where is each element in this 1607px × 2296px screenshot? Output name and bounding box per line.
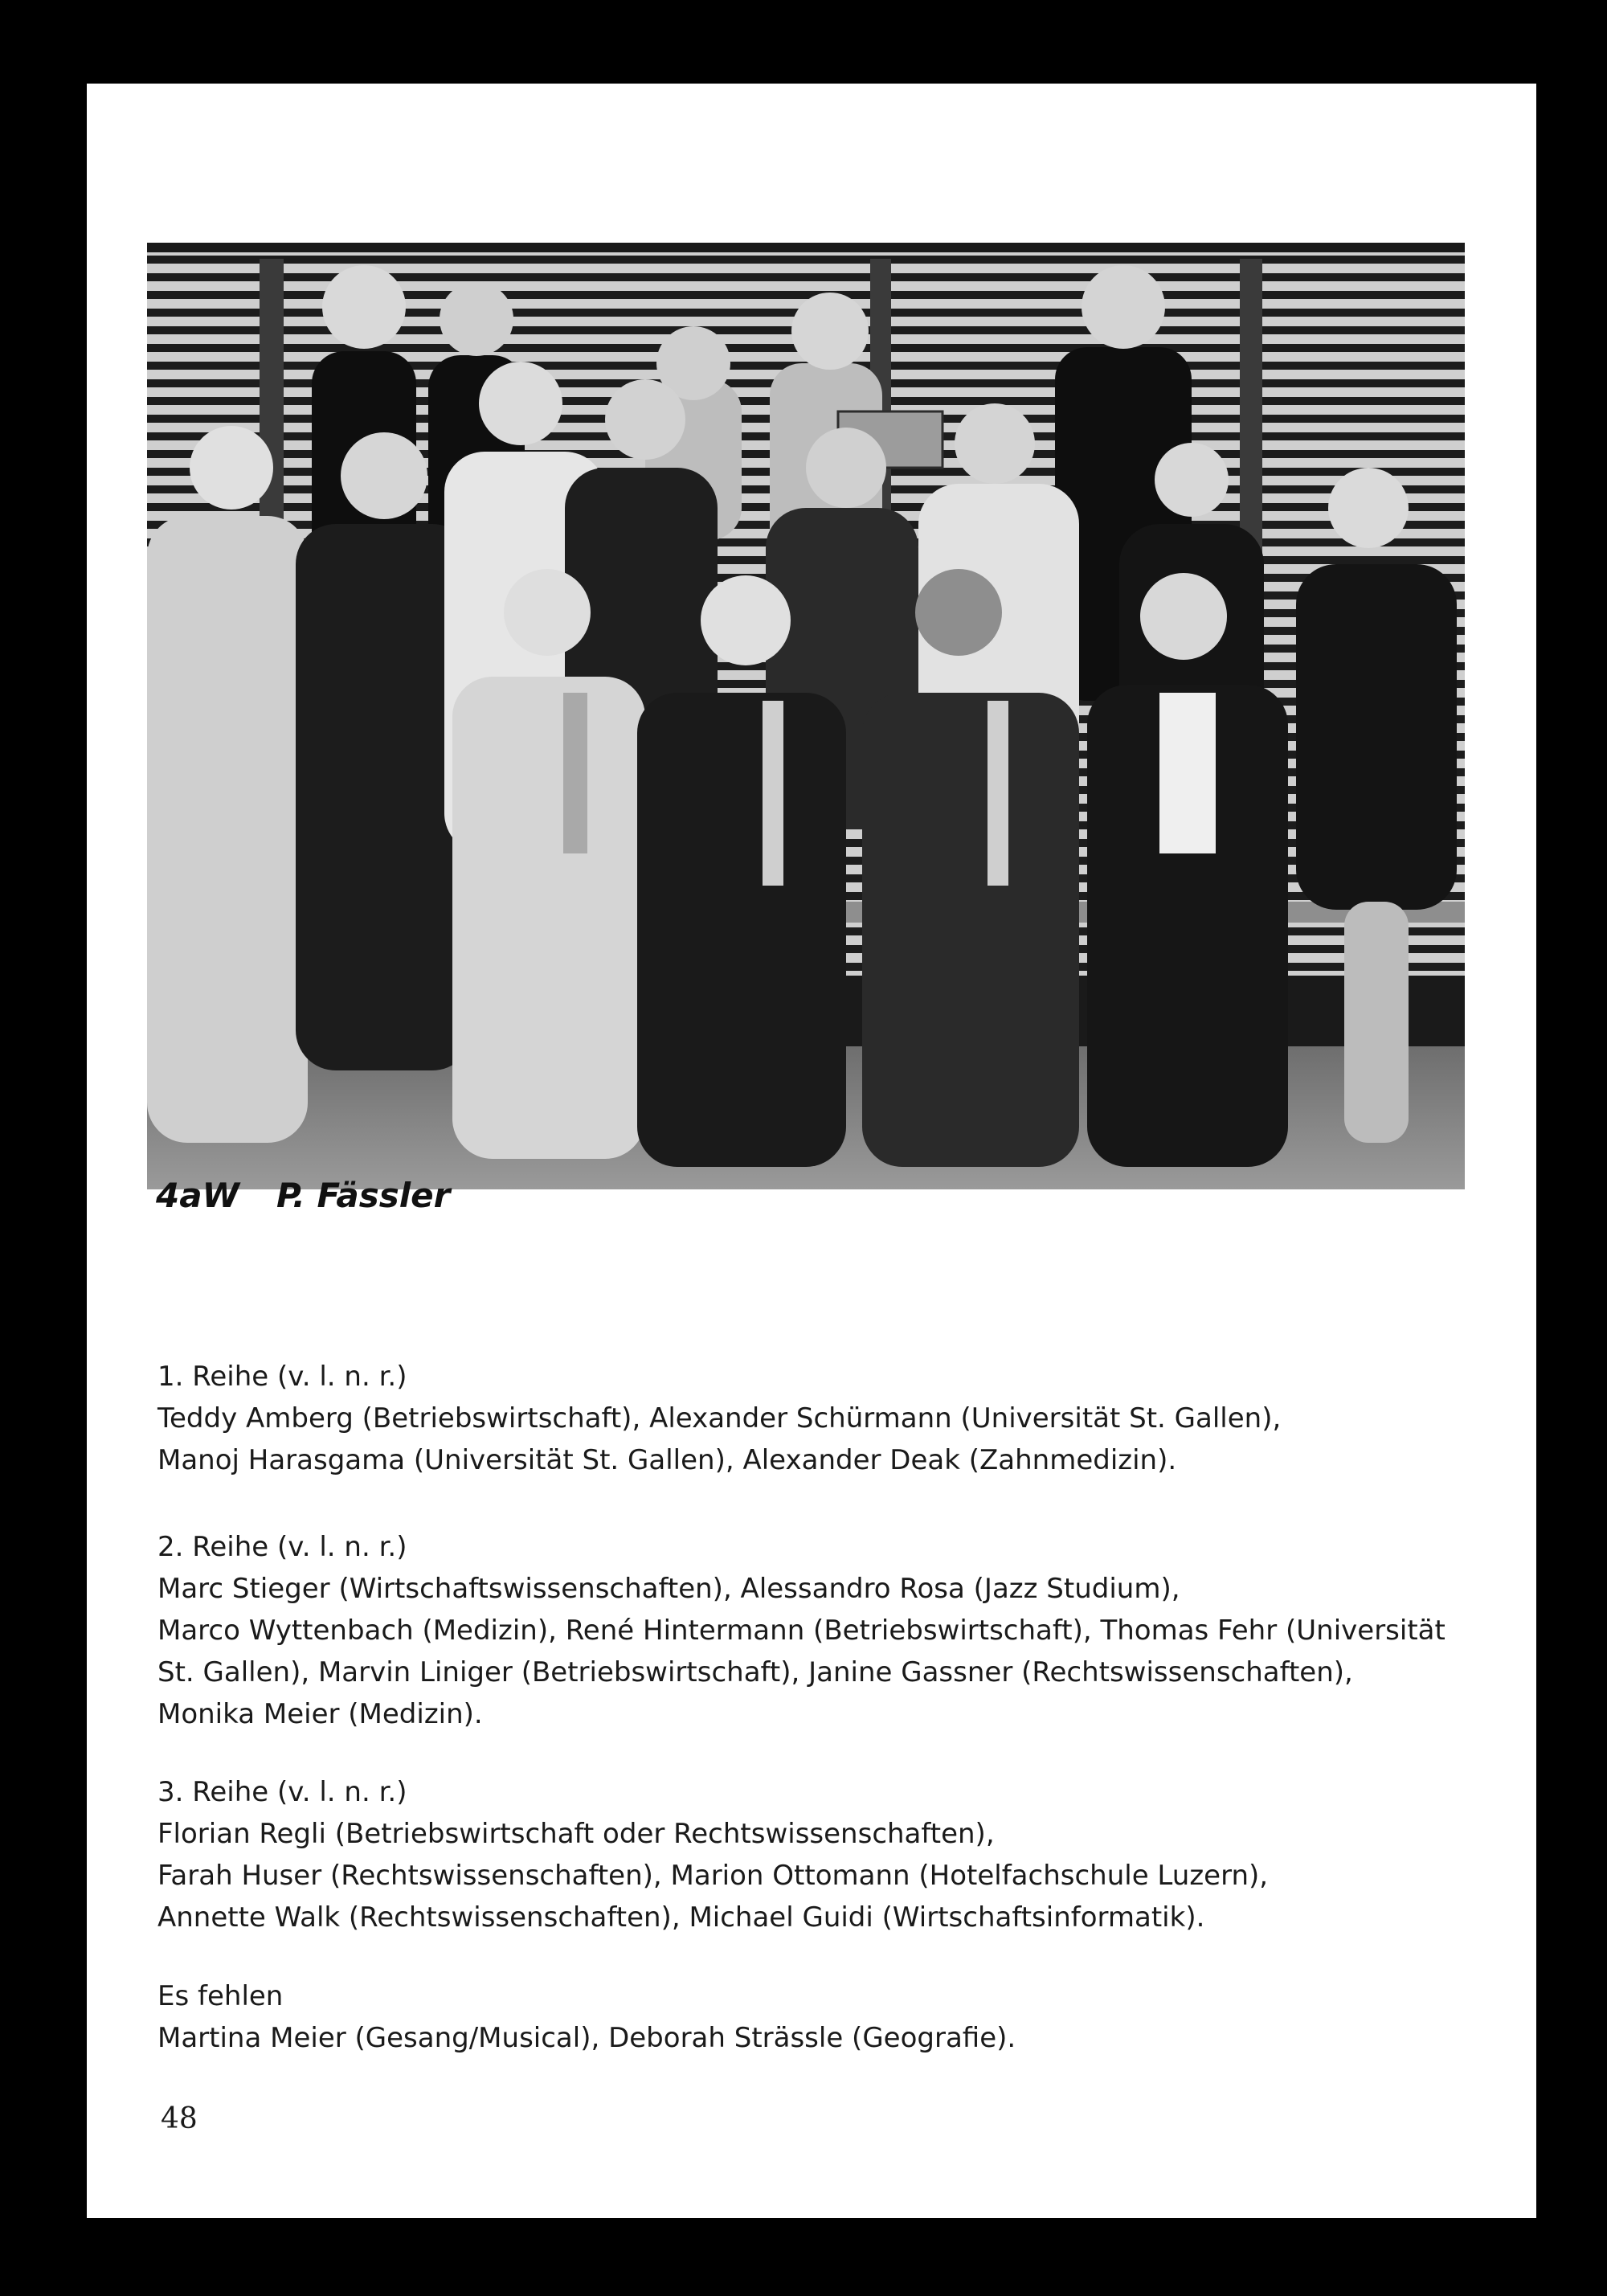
row-title: 1. Reihe (v. l. n. r.) bbox=[157, 1361, 407, 1393]
row-line: Florian Regli (Betriebswirtschaft oder Rechtswissenschaften), bbox=[157, 1818, 995, 1850]
absent-line: Martina Meier (Gesang/Musical), Deborah Strässle (Geografie). bbox=[157, 2022, 1016, 2054]
row-line: Annette Walk (Rechtswissenschaften), Michael Guidi (Wirtschaftsinformatik). bbox=[157, 1901, 1205, 1934]
teacher-name: P. Fässler bbox=[276, 1176, 451, 1215]
absent-caption bbox=[157, 1975, 1548, 2059]
row-line: Marco Wyttenbach (Medizin), René Hintermann (Betriebswirtschaft), Thomas Fehr (Universität bbox=[157, 1615, 1445, 1647]
row-line: St. Gallen), Marvin Liniger (Betriebswirtschaft), Janine Gassner (Rechtswissenschaften), bbox=[157, 1656, 1353, 1688]
class-code: 4aW bbox=[156, 1176, 239, 1215]
document-page bbox=[87, 84, 1536, 2218]
class-photo bbox=[147, 243, 1465, 1189]
row-line: Manoj Harasgama (Universität St. Gallen), Alexander Deak (Zahnmedizin). bbox=[157, 1444, 1177, 1476]
row-line: Farah Huser (Rechtswissenschaften), Marion Ottomann (Hotelfachschule Luzern), bbox=[157, 1860, 1269, 1892]
row-line: Marc Stieger (Wirtschaftswissenschaften), Alessandro Rosa (Jazz Studium), bbox=[157, 1573, 1180, 1605]
row-title: 3. Reihe (v. l. n. r.) bbox=[157, 1776, 407, 1808]
row-line: Teddy Amberg (Betriebswirtschaft), Alexander Schürmann (Universität St. Gallen), bbox=[157, 1402, 1282, 1434]
page-number: 48 bbox=[161, 2102, 198, 2135]
class-photo-image bbox=[147, 243, 1465, 1189]
row-3-caption bbox=[157, 1771, 1548, 1938]
absent-title: Es fehlen bbox=[157, 1980, 284, 2012]
class-heading bbox=[156, 1176, 450, 1224]
row-2-caption bbox=[157, 1526, 1548, 1735]
row-title: 2. Reihe (v. l. n. r.) bbox=[157, 1531, 407, 1563]
row-line: Monika Meier (Medizin). bbox=[157, 1698, 483, 1730]
row-1-caption bbox=[157, 1356, 1548, 1481]
